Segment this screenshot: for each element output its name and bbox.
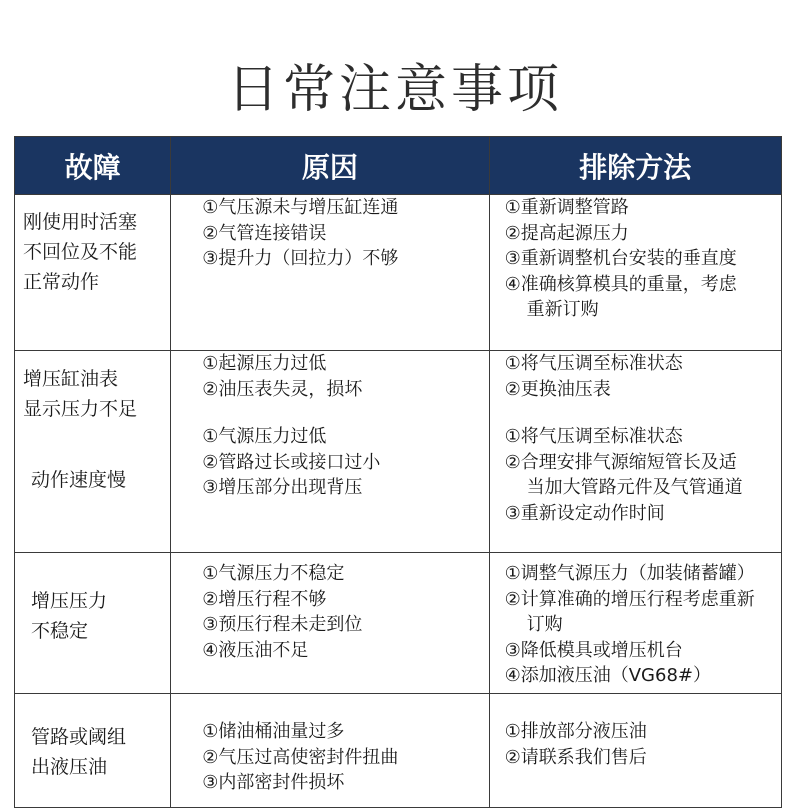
cause-item: ②管路过长或接口过小 <box>202 451 381 473</box>
header-cause: 原因 <box>171 137 489 195</box>
cause-cell <box>171 694 489 808</box>
cause-item: ②气管连接错误 <box>202 222 327 244</box>
cause-cell <box>171 195 489 351</box>
fix-item: ①重新调整管路 <box>504 197 629 218</box>
table-row <box>15 195 782 351</box>
fault-line: 不稳定 <box>31 620 89 642</box>
fix-item: ④添加液压油（VG68#） <box>504 665 711 687</box>
cause-item: ①气压源未与增压缸连通 <box>202 197 399 218</box>
fix-item: ④准确核算模具的重量，考虑 <box>504 273 737 295</box>
fix-item: ③重新调整机台安装的垂直度 <box>504 248 737 270</box>
cause-item: ③增压部分出现背压 <box>202 477 363 499</box>
cause-item: ③预压行程未走到位 <box>202 614 363 636</box>
fault-line: 正常动作 <box>23 271 100 293</box>
cause-item: ②增压行程不够 <box>202 588 327 610</box>
fix-item: ②请联系我们售后 <box>504 746 647 768</box>
cause-item: ①气源压力不稳定 <box>202 563 345 584</box>
fault-line: 增压压力 <box>31 590 108 612</box>
fix-cell <box>489 694 781 808</box>
header-fix: 排除方法 <box>489 137 781 195</box>
fix-item: ②合理安排气源缩短管长及适 <box>504 451 737 473</box>
fix-item: ①将气压调至标准状态 <box>504 353 683 374</box>
page-title: 日常注意事项 <box>226 60 563 120</box>
cause-cell <box>171 553 489 694</box>
fault-cell <box>15 195 171 351</box>
cause-item: ①储油桶油量过多 <box>202 721 345 742</box>
fix-item: ①调整气源压力（加装储蓄罐） <box>504 563 755 584</box>
cause-item: ④液压油不足 <box>202 639 309 661</box>
table-row <box>15 351 782 553</box>
fault-cell <box>15 694 171 808</box>
fix-item-continued: 当加大管路元件及气管通道 <box>526 477 743 499</box>
cause-item: ③内部密封件损坏 <box>202 772 345 794</box>
fault-line: 刚使用时活塞 <box>23 211 138 233</box>
fault-line: 动作速度慢 <box>31 469 127 491</box>
fault-line: 管路或阈组 <box>31 726 127 748</box>
cause-item: ③提升力（回拉力）不够 <box>202 248 399 270</box>
cause-item: ①气源压力过低 <box>202 426 327 448</box>
fix-cell <box>489 553 781 694</box>
header-fault: 故障 <box>15 137 171 195</box>
fault-line: 显示压力不足 <box>23 398 138 420</box>
table-row <box>15 694 782 808</box>
table-row <box>15 553 782 694</box>
cause-cell <box>171 351 489 553</box>
fix-item: ②更换油压表 <box>504 378 611 400</box>
fix-item: ①排放部分液压油 <box>504 721 647 742</box>
fault-line: 出液压油 <box>31 756 108 778</box>
troubleshooting-table <box>14 136 782 808</box>
fix-cell <box>489 351 781 553</box>
cause-item: ①起源压力过低 <box>202 353 327 374</box>
table-header-row <box>15 137 782 195</box>
fix-item-continued: 订购 <box>526 614 563 636</box>
fault-cell <box>15 553 171 694</box>
fix-item: ②提高起源压力 <box>504 222 629 244</box>
fault-line: 不回位及不能 <box>23 241 138 263</box>
fault-line: 增压缸油表 <box>23 368 119 390</box>
fix-item: ③重新设定动作时间 <box>504 502 665 524</box>
fix-item: ②计算准确的增压行程考虑重新 <box>504 588 755 610</box>
fix-item: ①将气压调至标准状态 <box>504 426 683 448</box>
fix-cell <box>489 195 781 351</box>
cause-item: ②气压过高使密封件扭曲 <box>202 746 399 768</box>
fix-item-continued: 重新订购 <box>526 299 599 321</box>
fix-item: ③降低模具或增压机台 <box>504 639 683 661</box>
cause-item: ②油压表失灵，损坏 <box>202 378 363 400</box>
fault-cell <box>15 351 171 553</box>
